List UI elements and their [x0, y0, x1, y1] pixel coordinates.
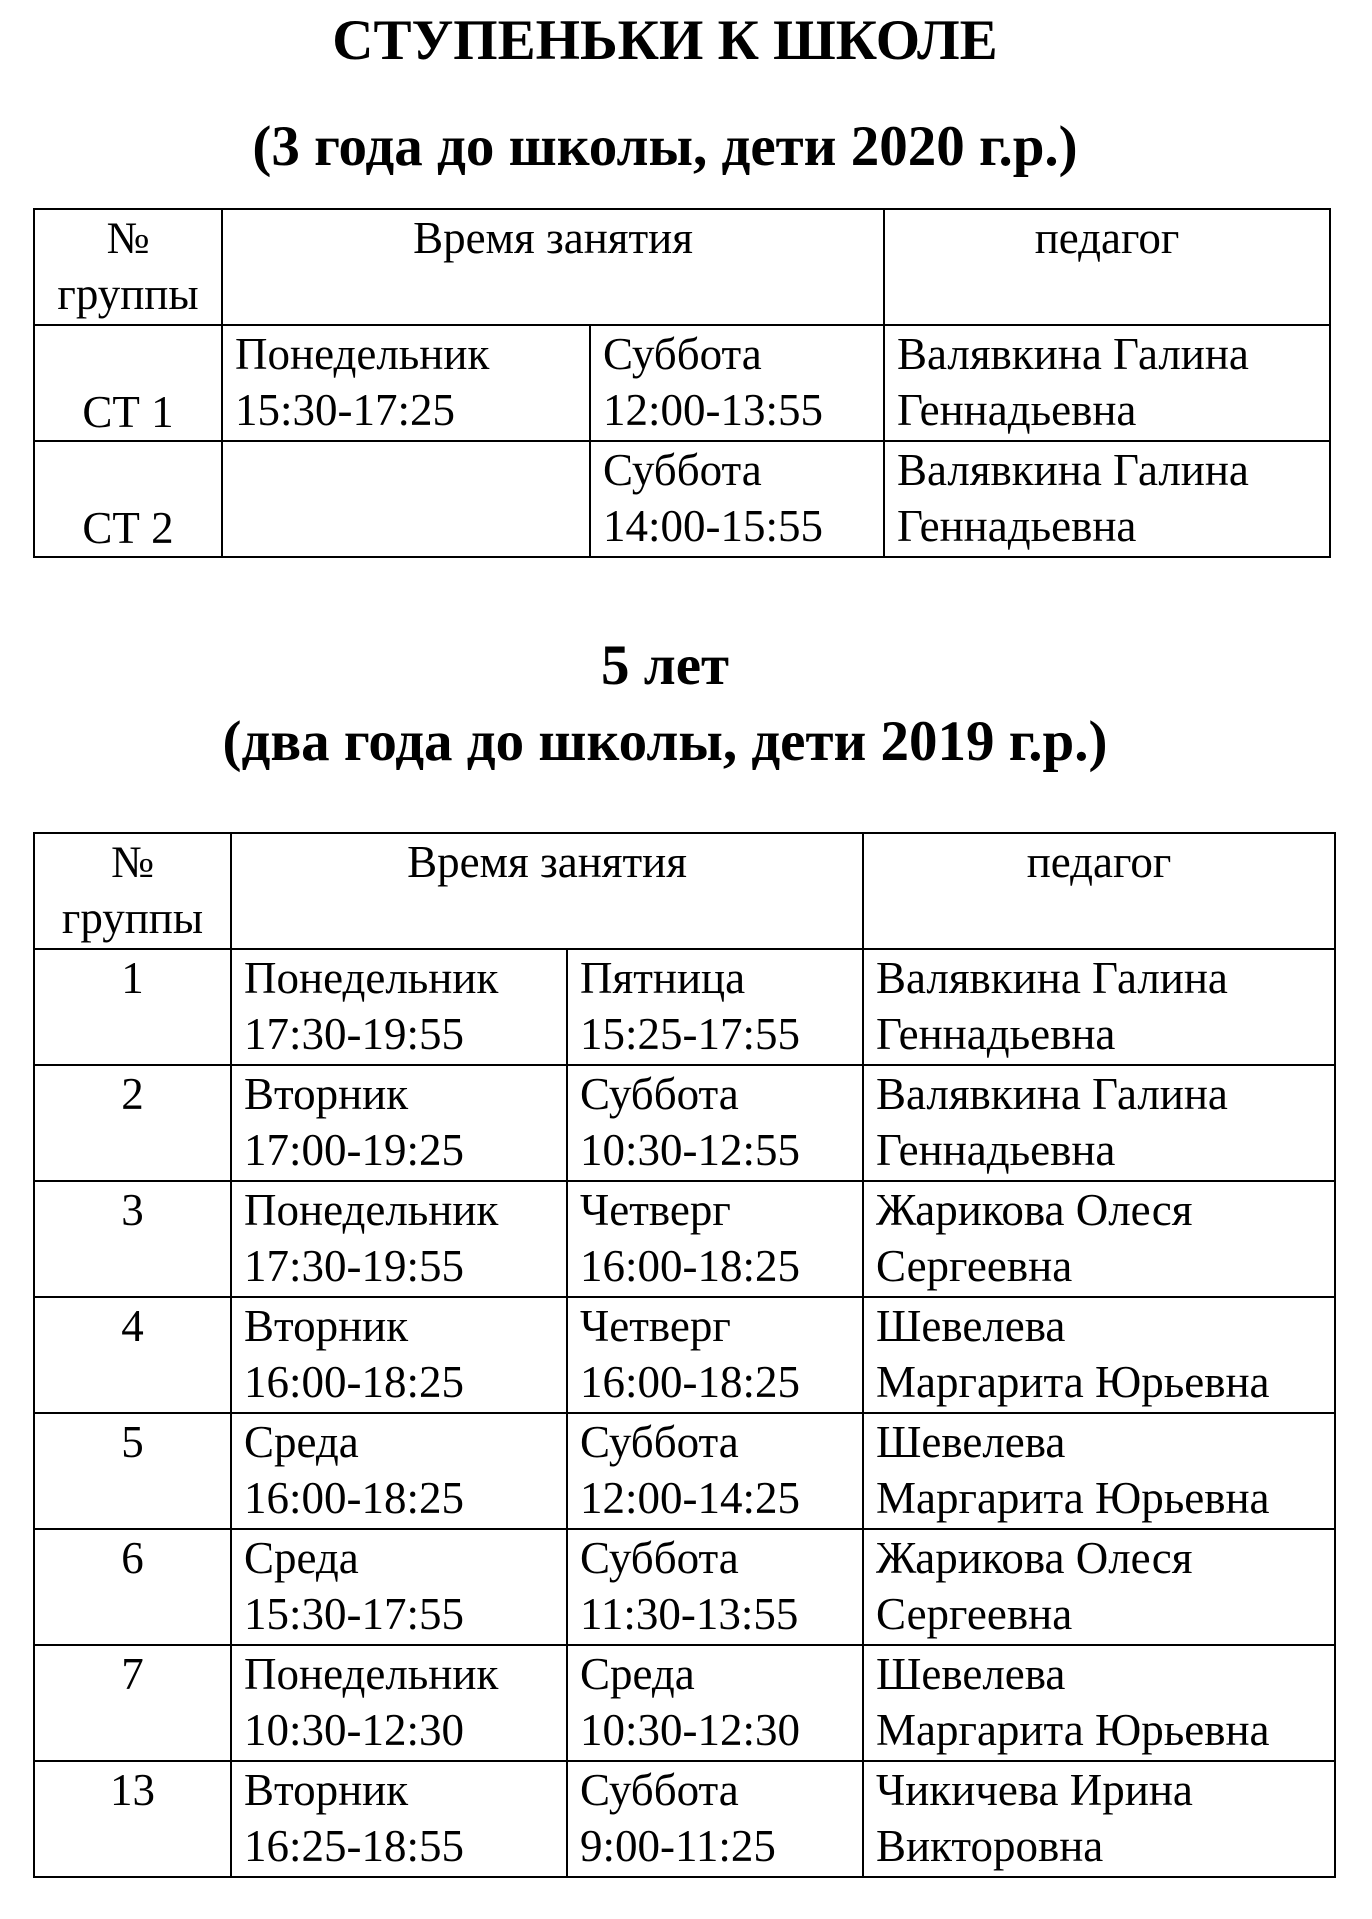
- teacher-cell: [863, 1413, 1335, 1529]
- session-day: Понедельник: [244, 953, 499, 1003]
- session-time: 12:00-14:25: [580, 1473, 800, 1523]
- group-number: 7: [121, 1649, 144, 1699]
- group-number: 5: [121, 1417, 144, 1467]
- section2-subtitle: (два года до школы, дети 2019 г.р.): [222, 710, 1108, 773]
- teacher-name-line2: Геннадьевна: [876, 1125, 1116, 1175]
- session-day: Вторник: [244, 1301, 409, 1351]
- table-row: [34, 325, 1330, 441]
- first-session-cell: [222, 441, 590, 557]
- section1-table: [33, 208, 1331, 558]
- table-row: [34, 1413, 1335, 1529]
- header-time: Время занятия: [222, 209, 884, 325]
- group-number-cell: [34, 441, 222, 557]
- group-number: 1: [121, 953, 144, 1003]
- session-time: 17:30-19:55: [244, 1009, 464, 1059]
- table-row: [34, 1761, 1335, 1877]
- group-number-cell: [34, 1065, 231, 1181]
- second-session-cell: [567, 1065, 863, 1181]
- first-session-cell: [231, 1413, 567, 1529]
- session-time: 14:00-15:55: [603, 501, 823, 551]
- teacher-name-line1: Валявкина Галина: [876, 1069, 1228, 1119]
- group-number: 6: [121, 1533, 144, 1583]
- session-day: Понедельник: [235, 329, 490, 379]
- section1-title: СТУПЕНЬКИ К ШКОЛЕ: [332, 9, 998, 72]
- group-number: 2: [121, 1069, 144, 1119]
- teacher-cell: [863, 1645, 1335, 1761]
- header-group-number: № группы: [34, 833, 231, 949]
- first-session-cell: [231, 1181, 567, 1297]
- second-session-cell: [590, 325, 884, 441]
- group-number: СТ 1: [82, 387, 174, 437]
- group-number-cell: [34, 1645, 231, 1761]
- teacher-cell: [863, 949, 1335, 1065]
- table-row: [34, 949, 1335, 1065]
- teacher-cell: [863, 1529, 1335, 1645]
- teacher-cell: [884, 325, 1330, 441]
- session-day: Вторник: [244, 1765, 409, 1815]
- group-number-cell: [34, 1529, 231, 1645]
- session-time: 16:00-18:25: [580, 1357, 800, 1407]
- group-number-cell: [34, 1761, 231, 1877]
- section2-title: 5 лет: [600, 634, 730, 697]
- teacher-name-line1: Жарикова Олеся: [876, 1533, 1193, 1583]
- teacher-cell: [863, 1297, 1335, 1413]
- second-session-cell: [567, 1181, 863, 1297]
- session-day: Четверг: [580, 1185, 731, 1235]
- first-session-cell: [231, 1645, 567, 1761]
- table-row: [34, 1065, 1335, 1181]
- session-day: Среда: [580, 1649, 695, 1699]
- table-row: [34, 1645, 1335, 1761]
- teacher-name-line1: Чикичева Ирина: [876, 1765, 1193, 1815]
- table-header-row: [34, 209, 1330, 325]
- teacher-name-line1: Валявкина Галина: [897, 445, 1249, 495]
- teacher-cell: [863, 1065, 1335, 1181]
- session-day: Среда: [244, 1417, 359, 1467]
- section2-table: [33, 832, 1336, 1878]
- session-day: Пятница: [580, 953, 746, 1003]
- session-day: Суббота: [580, 1069, 739, 1119]
- session-time: 16:25-18:55: [244, 1821, 464, 1871]
- session-day: Четверг: [580, 1301, 731, 1351]
- second-session-cell: [590, 441, 884, 557]
- session-day: Понедельник: [244, 1649, 499, 1699]
- group-number: 3: [121, 1185, 144, 1235]
- session-time: 16:00-18:25: [244, 1473, 464, 1523]
- session-time: 10:30-12:30: [244, 1705, 464, 1755]
- group-number: 13: [110, 1765, 155, 1815]
- second-session-cell: [567, 1297, 863, 1413]
- teacher-name-line2: Геннадьевна: [897, 501, 1137, 551]
- teacher-cell: [884, 441, 1330, 557]
- session-time: 15:30-17:25: [235, 385, 455, 435]
- teacher-name-line1: Жарикова Олеся: [876, 1185, 1193, 1235]
- session-time: 16:00-18:25: [580, 1241, 800, 1291]
- header-group-number: № группы: [34, 209, 222, 325]
- teacher-cell: [863, 1181, 1335, 1297]
- session-day: Вторник: [244, 1069, 409, 1119]
- session-time: 15:30-17:55: [244, 1589, 464, 1639]
- session-time: 16:00-18:25: [244, 1357, 464, 1407]
- table-row: [34, 1181, 1335, 1297]
- session-day: Суббота: [603, 329, 762, 379]
- teacher-name-line2: Маргарита Юрьевна: [876, 1705, 1270, 1755]
- teacher-name-line1: Шевелева: [876, 1649, 1066, 1699]
- teacher-name-line2: Геннадьевна: [876, 1009, 1116, 1059]
- table-row: [34, 1297, 1335, 1413]
- first-session-cell: [222, 325, 590, 441]
- group-number-cell: [34, 1181, 231, 1297]
- session-time: 12:00-13:55: [603, 385, 823, 435]
- session-day: Суббота: [580, 1765, 739, 1815]
- session-day: Среда: [244, 1533, 359, 1583]
- session-day: Суббота: [580, 1417, 739, 1467]
- table-row: [34, 441, 1330, 557]
- group-number: 4: [121, 1301, 144, 1351]
- teacher-name-line1: Шевелева: [876, 1417, 1066, 1467]
- group-number-cell: [34, 949, 231, 1065]
- group-number-cell: [34, 1297, 231, 1413]
- session-time: 15:25-17:55: [580, 1009, 800, 1059]
- session-day: Суббота: [580, 1533, 739, 1583]
- teacher-name-line2: Сергеевна: [876, 1241, 1073, 1291]
- session-time: 11:30-13:55: [580, 1589, 799, 1639]
- session-time: 10:30-12:55: [580, 1125, 800, 1175]
- first-session-cell: [231, 949, 567, 1065]
- header-teacher: педагог: [884, 209, 1330, 325]
- header-time: Время занятия: [231, 833, 863, 949]
- second-session-cell: [567, 1529, 863, 1645]
- first-session-cell: [231, 1529, 567, 1645]
- teacher-cell: [863, 1761, 1335, 1877]
- group-number: СТ 2: [82, 503, 174, 553]
- teacher-name-line2: Маргарита Юрьевна: [876, 1357, 1270, 1407]
- second-session-cell: [567, 1761, 863, 1877]
- second-session-cell: [567, 1645, 863, 1761]
- first-session-cell: [231, 1065, 567, 1181]
- group-number-cell: [34, 325, 222, 441]
- session-day: Понедельник: [244, 1185, 499, 1235]
- second-session-cell: [567, 949, 863, 1065]
- teacher-name-line2: Маргарита Юрьевна: [876, 1473, 1270, 1523]
- second-session-cell: [567, 1413, 863, 1529]
- teacher-name-line1: Валявкина Галина: [897, 329, 1249, 379]
- teacher-name-line2: Геннадьевна: [897, 385, 1137, 435]
- teacher-name-line1: Шевелева: [876, 1301, 1066, 1351]
- session-time: 17:30-19:55: [244, 1241, 464, 1291]
- teacher-name-line2: Сергеевна: [876, 1589, 1073, 1639]
- session-time: 17:00-19:25: [244, 1125, 464, 1175]
- first-session-cell: [231, 1761, 567, 1877]
- group-number-cell: [34, 1413, 231, 1529]
- table-header-row: [34, 833, 1335, 949]
- session-time: 10:30-12:30: [580, 1705, 800, 1755]
- first-session-cell: [231, 1297, 567, 1413]
- header-teacher: педагог: [863, 833, 1335, 949]
- teacher-name-line1: Валявкина Галина: [876, 953, 1228, 1003]
- session-time: 9:00-11:25: [580, 1821, 776, 1871]
- teacher-name-line2: Викторовна: [876, 1821, 1104, 1871]
- section1-subtitle: (3 года до школы, дети 2020 г.р.): [252, 115, 1078, 178]
- session-day: Суббота: [603, 445, 762, 495]
- table-row: [34, 1529, 1335, 1645]
